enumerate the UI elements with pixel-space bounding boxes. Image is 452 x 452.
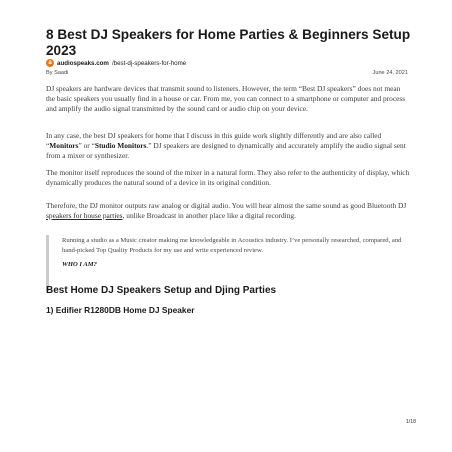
paragraph-1: DJ speakers are hardware devices that transmit sound to listeners. However, the term “Best DJ speakers” does not mean the basic speakers you usually find in a house or car. From me, you can connect to a smartphone or computer and process and amplify the audio signal transmitted by the sound card or audio chip on your device.: [46, 84, 406, 113]
paragraph-4-text-2: , unlike Broadcast in another place like a digital recording.: [122, 211, 296, 220]
paragraph-2-text-1: In any case, the best DJ speakers for home that I discuss in this guide work slightly differently and are also called “: [46, 131, 382, 150]
paragraph-4: [46, 201, 410, 221]
paragraph-2-text-2: ” or “: [78, 141, 95, 150]
paragraph-4-text-1: Therefore, the DJ monitor outputs raw analog or digital audio. You will hear almost the same sound as good Bluetooth DJ: [46, 201, 407, 210]
quote-text: Running a studio as a Music creator making me knowledgeable in Acoustics industry. I’ve personally researched, compared, and hand-picked Top Quality Products for my use and write experienced review.: [62, 237, 402, 254]
paragraph-3: The monitor itself reproduces the sound of the mixer in a natural form. They also refer to the authenticity of display, which dynamically produces the natural sound of a device in its original condition.: [46, 168, 410, 187]
subsection-heading: 1) Edifier R1280DB Home DJ Speaker: [46, 305, 195, 315]
article-title: 8 Best DJ Speakers for Home Parties & Beginners Setup 2023: [46, 27, 411, 58]
paragraph-2-text-3: .” DJ speakers are designed to dynamically and accurately amplify the audio signal sent from a mixer or synthesizer.: [46, 141, 406, 160]
source-link[interactable]: [46, 58, 186, 68]
source-domain[interactable]: audiospeaks.com: [57, 59, 109, 67]
house-parties-link[interactable]: speakers for house parties: [46, 211, 123, 220]
author-blockquote: [46, 235, 410, 291]
author: By Saadi: [46, 70, 69, 76]
studio-monitors-term: Studio Monitors: [94, 141, 147, 150]
page-number: 1/18: [405, 419, 416, 425]
section-heading: Best Home DJ Speakers Setup and Djing Parties: [46, 285, 277, 296]
byline: [46, 70, 408, 78]
site-favicon-icon: a: [46, 59, 54, 67]
monitors-term: Monitors: [49, 141, 79, 150]
who-i-am-link[interactable]: WHO I AM?: [62, 261, 97, 268]
publish-date: June 24, 2021: [372, 70, 408, 76]
source-path[interactable]: /best-dj-speakers-for-home: [111, 59, 187, 67]
paragraph-2: [46, 131, 410, 161]
